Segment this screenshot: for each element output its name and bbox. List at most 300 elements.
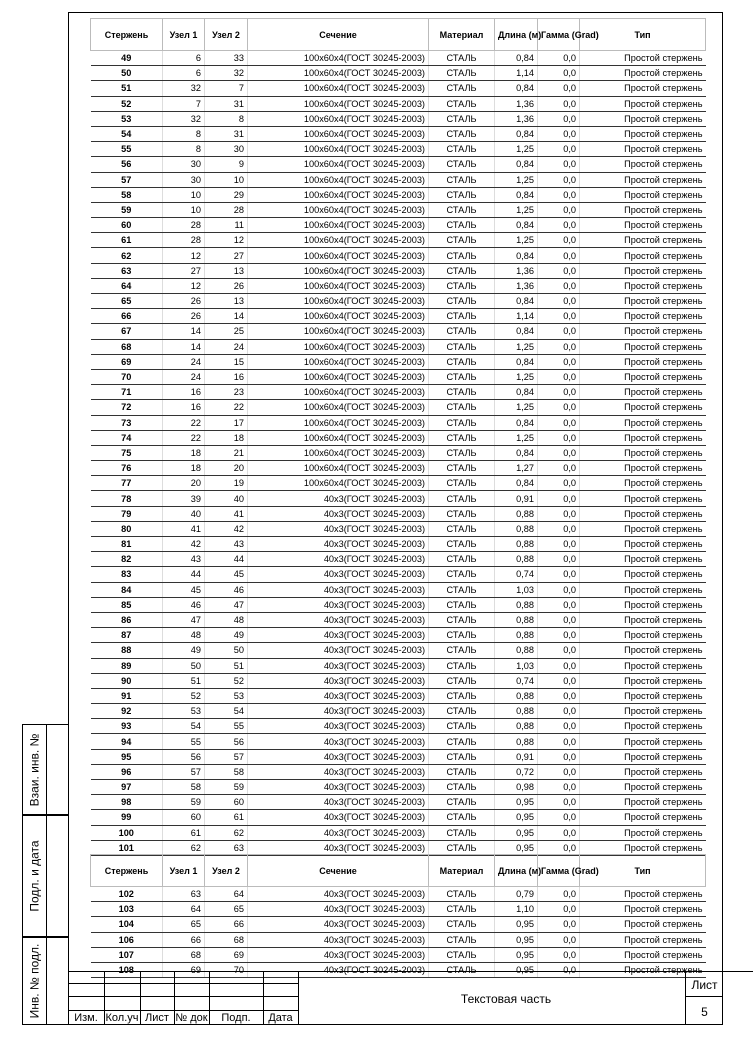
cell-type: Простой стержень <box>580 476 706 491</box>
header-gamma: Гамма (Grad) <box>538 855 580 887</box>
cell-node1: 49 <box>163 643 205 658</box>
cell-section: 40x3(ГОСТ 30245-2003) <box>248 704 429 719</box>
cell-length: 0,88 <box>495 628 538 643</box>
rods-table-page1 <box>90 18 706 856</box>
cell-type: Простой стержень <box>580 385 706 400</box>
table-row <box>91 719 706 734</box>
cell-length: 1,25 <box>495 430 538 445</box>
cell-rod: 82 <box>91 552 163 567</box>
cell-rod: 71 <box>91 385 163 400</box>
cell-node2: 32 <box>205 66 248 81</box>
cell-node2: 51 <box>205 658 248 673</box>
table-row <box>91 597 706 612</box>
cell-material: СТАЛЬ <box>429 917 495 932</box>
cell-gamma: 0,0 <box>538 263 580 278</box>
cell-gamma: 0,0 <box>538 932 580 947</box>
cell-rod: 102 <box>91 887 163 902</box>
cell-section: 100x60x4(ГОСТ 30245-2003) <box>248 51 429 66</box>
cell-section: 100x60x4(ГОСТ 30245-2003) <box>248 142 429 157</box>
cell-gamma: 0,0 <box>538 445 580 460</box>
cell-node1: 53 <box>163 704 205 719</box>
cell-type: Простой стержень <box>580 537 706 552</box>
cell-type: Простой стержень <box>580 612 706 627</box>
cell-length: 0,84 <box>495 476 538 491</box>
cell-type: Простой стержень <box>580 917 706 932</box>
cell-material: СТАЛЬ <box>429 780 495 795</box>
cell-type: Простой стержень <box>580 840 706 855</box>
cell-node1: 68 <box>163 947 205 962</box>
cell-length: 0,84 <box>495 294 538 309</box>
cell-gamma: 0,0 <box>538 202 580 217</box>
table-row <box>91 825 706 840</box>
cell-node1: 30 <box>163 172 205 187</box>
cell-length: 1,25 <box>495 339 538 354</box>
cell-material: СТАЛЬ <box>429 810 495 825</box>
cell-type: Простой стержень <box>580 567 706 582</box>
cell-node2: 26 <box>205 278 248 293</box>
cell-length: 1,36 <box>495 278 538 293</box>
cell-material: СТАЛЬ <box>429 385 495 400</box>
table-row <box>91 354 706 369</box>
cell-material: СТАЛЬ <box>429 81 495 96</box>
side-label-inv: Инв. № подл. <box>22 937 68 1025</box>
cell-length: 1,03 <box>495 658 538 673</box>
cell-rod: 68 <box>91 339 163 354</box>
cell-material: СТАЛЬ <box>429 887 495 902</box>
cell-node2: 66 <box>205 917 248 932</box>
table-row <box>91 233 706 248</box>
cell-type: Простой стержень <box>580 780 706 795</box>
cell-node1: 28 <box>163 218 205 233</box>
document-title: Текстовая часть <box>460 992 552 1006</box>
cell-node1: 60 <box>163 810 205 825</box>
cell-section: 100x60x4(ГОСТ 30245-2003) <box>248 233 429 248</box>
cell-rod: 60 <box>91 218 163 233</box>
cell-gamma: 0,0 <box>538 339 580 354</box>
cell-gamma: 0,0 <box>538 385 580 400</box>
cell-rod: 57 <box>91 172 163 187</box>
cell-section: 40x3(ГОСТ 30245-2003) <box>248 887 429 902</box>
cell-gamma: 0,0 <box>538 278 580 293</box>
cell-section: 100x60x4(ГОСТ 30245-2003) <box>248 445 429 460</box>
cell-node2: 47 <box>205 597 248 612</box>
cell-node2: 44 <box>205 552 248 567</box>
cell-section: 40x3(ГОСТ 30245-2003) <box>248 537 429 552</box>
cell-gamma: 0,0 <box>538 187 580 202</box>
cell-length: 1,25 <box>495 233 538 248</box>
table-row <box>91 749 706 764</box>
cell-node1: 58 <box>163 780 205 795</box>
table-row <box>91 51 706 66</box>
cell-node2: 13 <box>205 294 248 309</box>
cell-type: Простой стержень <box>580 278 706 293</box>
cell-material: СТАЛЬ <box>429 339 495 354</box>
cell-node1: 65 <box>163 917 205 932</box>
cell-section: 100x60x4(ГОСТ 30245-2003) <box>248 294 429 309</box>
cell-type: Простой стержень <box>580 673 706 688</box>
table-row <box>91 552 706 567</box>
cell-type: Простой стержень <box>580 932 706 947</box>
cell-gamma: 0,0 <box>538 506 580 521</box>
cell-rod: 54 <box>91 126 163 141</box>
cell-type: Простой стержень <box>580 309 706 324</box>
cell-length: 0,95 <box>495 795 538 810</box>
cell-material: СТАЛЬ <box>429 157 495 172</box>
table-row <box>91 476 706 491</box>
cell-length: 1,36 <box>495 96 538 111</box>
cell-type: Простой стержень <box>580 947 706 962</box>
table-row <box>91 628 706 643</box>
cell-node1: 27 <box>163 263 205 278</box>
cell-length: 0,84 <box>495 385 538 400</box>
cell-type: Простой стержень <box>580 111 706 126</box>
cell-node2: 41 <box>205 506 248 521</box>
cell-gamma: 0,0 <box>538 749 580 764</box>
cell-node2: 31 <box>205 96 248 111</box>
header-rod: Стержень <box>91 855 163 887</box>
cell-node2: 21 <box>205 445 248 460</box>
cell-type: Простой стержень <box>580 887 706 902</box>
table-row <box>91 764 706 779</box>
table-row <box>91 658 706 673</box>
cell-type: Простой стержень <box>580 704 706 719</box>
cell-node2: 52 <box>205 673 248 688</box>
cell-gamma: 0,0 <box>538 902 580 917</box>
cell-rod: 65 <box>91 294 163 309</box>
table-row <box>91 142 706 157</box>
cell-length: 1,36 <box>495 263 538 278</box>
cell-section: 40x3(ГОСТ 30245-2003) <box>248 567 429 582</box>
cell-length: 0,88 <box>495 506 538 521</box>
cell-gamma: 0,0 <box>538 917 580 932</box>
cell-type: Простой стержень <box>580 825 706 840</box>
side-label-vzam: Взаи. инв. № <box>22 724 68 815</box>
cell-gamma: 0,0 <box>538 66 580 81</box>
cell-node2: 54 <box>205 704 248 719</box>
cell-section: 40x3(ГОСТ 30245-2003) <box>248 962 429 977</box>
cell-gamma: 0,0 <box>538 369 580 384</box>
cell-node2: 18 <box>205 430 248 445</box>
cell-section: 100x60x4(ГОСТ 30245-2003) <box>248 339 429 354</box>
cell-node2: 64 <box>205 887 248 902</box>
cell-node1: 57 <box>163 764 205 779</box>
cell-rod: 62 <box>91 248 163 263</box>
cell-type: Простой стержень <box>580 369 706 384</box>
cell-node2: 20 <box>205 461 248 476</box>
cell-rod: 63 <box>91 263 163 278</box>
cell-type: Простой стержень <box>580 142 706 157</box>
table-row <box>91 612 706 627</box>
cell-rod: 61 <box>91 233 163 248</box>
table-header <box>91 19 706 51</box>
cell-section: 40x3(ГОСТ 30245-2003) <box>248 597 429 612</box>
table-row <box>91 111 706 126</box>
cell-length: 1,25 <box>495 369 538 384</box>
cell-type: Простой стержень <box>580 157 706 172</box>
cell-node1: 64 <box>163 902 205 917</box>
cell-gamma: 0,0 <box>538 400 580 415</box>
stamp-col-kolvo: Кол.уч <box>105 1012 139 1024</box>
cell-section: 100x60x4(ГОСТ 30245-2003) <box>248 309 429 324</box>
cell-node2: 11 <box>205 218 248 233</box>
cell-node1: 6 <box>163 66 205 81</box>
cell-gamma: 0,0 <box>538 673 580 688</box>
cell-length: 0,72 <box>495 764 538 779</box>
cell-type: Простой стержень <box>580 187 706 202</box>
cell-rod: 79 <box>91 506 163 521</box>
cell-node1: 69 <box>163 962 205 977</box>
cell-length: 1,03 <box>495 582 538 597</box>
cell-rod: 87 <box>91 628 163 643</box>
cell-section: 100x60x4(ГОСТ 30245-2003) <box>248 461 429 476</box>
cell-length: 0,95 <box>495 947 538 962</box>
cell-length: 0,79 <box>495 887 538 902</box>
cell-length: 0,95 <box>495 840 538 855</box>
cell-section: 40x3(ГОСТ 30245-2003) <box>248 491 429 506</box>
cell-length: 0,74 <box>495 673 538 688</box>
cell-node1: 48 <box>163 628 205 643</box>
table-row <box>91 932 706 947</box>
cell-node2: 12 <box>205 233 248 248</box>
cell-node2: 56 <box>205 734 248 749</box>
header-gamma: Гамма (Grad) <box>538 19 580 51</box>
cell-node2: 62 <box>205 825 248 840</box>
cell-node1: 12 <box>163 248 205 263</box>
cell-rod: 103 <box>91 902 163 917</box>
table-row <box>91 521 706 536</box>
cell-section: 40x3(ГОСТ 30245-2003) <box>248 764 429 779</box>
stamp-col-podp: Подп. <box>221 1012 251 1024</box>
cell-gamma: 0,0 <box>538 51 580 66</box>
cell-material: СТАЛЬ <box>429 658 495 673</box>
cell-gamma: 0,0 <box>538 795 580 810</box>
cell-type: Простой стержень <box>580 96 706 111</box>
cell-material: СТАЛЬ <box>429 795 495 810</box>
cell-section: 100x60x4(ГОСТ 30245-2003) <box>248 415 429 430</box>
cell-gamma: 0,0 <box>538 780 580 795</box>
cell-gamma: 0,0 <box>538 947 580 962</box>
cell-node1: 52 <box>163 688 205 703</box>
cell-type: Простой стержень <box>580 400 706 415</box>
cell-length: 0,84 <box>495 415 538 430</box>
cell-gamma: 0,0 <box>538 309 580 324</box>
cell-type: Простой стержень <box>580 597 706 612</box>
cell-material: СТАЛЬ <box>429 96 495 111</box>
cell-rod: 66 <box>91 309 163 324</box>
cell-section: 100x60x4(ГОСТ 30245-2003) <box>248 385 429 400</box>
cell-length: 0,88 <box>495 597 538 612</box>
cell-type: Простой стержень <box>580 263 706 278</box>
table-row <box>91 887 706 902</box>
cell-node2: 48 <box>205 612 248 627</box>
table-row <box>91 643 706 658</box>
table-row <box>91 96 706 111</box>
table-header <box>91 855 706 887</box>
cell-rod: 55 <box>91 142 163 157</box>
cell-node1: 20 <box>163 476 205 491</box>
cell-node1: 59 <box>163 795 205 810</box>
cell-node2: 55 <box>205 719 248 734</box>
header-type: Тип <box>580 855 706 887</box>
cell-node2: 10 <box>205 172 248 187</box>
cell-material: СТАЛЬ <box>429 430 495 445</box>
cell-section: 100x60x4(ГОСТ 30245-2003) <box>248 81 429 96</box>
cell-rod: 83 <box>91 567 163 582</box>
cell-gamma: 0,0 <box>538 491 580 506</box>
cell-node1: 42 <box>163 537 205 552</box>
cell-node2: 40 <box>205 491 248 506</box>
cell-node2: 7 <box>205 81 248 96</box>
table-row <box>91 491 706 506</box>
cell-rod: 93 <box>91 719 163 734</box>
cell-node1: 43 <box>163 552 205 567</box>
cell-section: 40x3(ГОСТ 30245-2003) <box>248 628 429 643</box>
cell-section: 40x3(ГОСТ 30245-2003) <box>248 658 429 673</box>
cell-type: Простой стержень <box>580 764 706 779</box>
cell-gamma: 0,0 <box>538 887 580 902</box>
cell-length: 0,84 <box>495 81 538 96</box>
cell-type: Простой стержень <box>580 658 706 673</box>
cell-section: 100x60x4(ГОСТ 30245-2003) <box>248 278 429 293</box>
cell-material: СТАЛЬ <box>429 111 495 126</box>
cell-gamma: 0,0 <box>538 294 580 309</box>
cell-material: СТАЛЬ <box>429 66 495 81</box>
cell-section: 100x60x4(ГОСТ 30245-2003) <box>248 126 429 141</box>
cell-gamma: 0,0 <box>538 612 580 627</box>
rods-table-page2 <box>90 854 706 978</box>
cell-gamma: 0,0 <box>538 719 580 734</box>
cell-type: Простой стержень <box>580 354 706 369</box>
cell-node1: 62 <box>163 840 205 855</box>
cell-section: 100x60x4(ГОСТ 30245-2003) <box>248 172 429 187</box>
cell-length: 0,84 <box>495 324 538 339</box>
cell-length: 1,27 <box>495 461 538 476</box>
cell-gamma: 0,0 <box>538 142 580 157</box>
cell-node2: 58 <box>205 764 248 779</box>
stamp-col-ndoc: № док <box>175 1012 208 1024</box>
table-row <box>91 704 706 719</box>
cell-node1: 44 <box>163 567 205 582</box>
cell-node1: 22 <box>163 415 205 430</box>
cell-rod: 70 <box>91 369 163 384</box>
cell-node2: 42 <box>205 521 248 536</box>
cell-rod: 49 <box>91 51 163 66</box>
cell-material: СТАЛЬ <box>429 506 495 521</box>
cell-rod: 92 <box>91 704 163 719</box>
cell-rod: 52 <box>91 96 163 111</box>
cell-section: 100x60x4(ГОСТ 30245-2003) <box>248 400 429 415</box>
cell-node2: 49 <box>205 628 248 643</box>
cell-node2: 16 <box>205 369 248 384</box>
header-node1: Узел 1 <box>163 19 205 51</box>
cell-node1: 55 <box>163 734 205 749</box>
cell-section: 40x3(ГОСТ 30245-2003) <box>248 582 429 597</box>
cell-rod: 99 <box>91 810 163 825</box>
cell-gamma: 0,0 <box>538 157 580 172</box>
cell-node1: 41 <box>163 521 205 536</box>
cell-material: СТАЛЬ <box>429 704 495 719</box>
cell-node1: 10 <box>163 202 205 217</box>
cell-section: 40x3(ГОСТ 30245-2003) <box>248 643 429 658</box>
cell-rod: 108 <box>91 962 163 977</box>
cell-rod: 85 <box>91 597 163 612</box>
table-row <box>91 795 706 810</box>
cell-section: 100x60x4(ГОСТ 30245-2003) <box>248 354 429 369</box>
cell-gamma: 0,0 <box>538 840 580 855</box>
cell-length: 1,25 <box>495 202 538 217</box>
cell-node2: 24 <box>205 339 248 354</box>
cell-node2: 31 <box>205 126 248 141</box>
cell-node1: 40 <box>163 506 205 521</box>
cell-material: СТАЛЬ <box>429 840 495 855</box>
cell-type: Простой стержень <box>580 902 706 917</box>
cell-rod: 78 <box>91 491 163 506</box>
cell-material: СТАЛЬ <box>429 719 495 734</box>
cell-length: 0,84 <box>495 445 538 460</box>
stamp-col-list: Лист <box>145 1012 169 1024</box>
cell-node2: 25 <box>205 324 248 339</box>
cell-node2: 61 <box>205 810 248 825</box>
side-label-podl: Подл. и дата <box>22 815 68 937</box>
cell-material: СТАЛЬ <box>429 962 495 977</box>
cell-length: 0,88 <box>495 537 538 552</box>
cell-type: Простой стержень <box>580 810 706 825</box>
header-node2: Узел 2 <box>205 855 248 887</box>
cell-node2: 43 <box>205 537 248 552</box>
cell-gamma: 0,0 <box>538 430 580 445</box>
cell-length: 0,98 <box>495 780 538 795</box>
table-row <box>91 278 706 293</box>
cell-material: СТАЛЬ <box>429 263 495 278</box>
cell-material: СТАЛЬ <box>429 567 495 582</box>
cell-gamma: 0,0 <box>538 764 580 779</box>
header-section: Сечение <box>248 855 429 887</box>
cell-node1: 8 <box>163 126 205 141</box>
cell-length: 0,84 <box>495 157 538 172</box>
cell-length: 0,88 <box>495 719 538 734</box>
cell-node1: 45 <box>163 582 205 597</box>
cell-material: СТАЛЬ <box>429 309 495 324</box>
cell-section: 40x3(ГОСТ 30245-2003) <box>248 749 429 764</box>
cell-node2: 63 <box>205 840 248 855</box>
cell-length: 0,84 <box>495 354 538 369</box>
cell-gamma: 0,0 <box>538 111 580 126</box>
cell-rod: 75 <box>91 445 163 460</box>
cell-section: 40x3(ГОСТ 30245-2003) <box>248 552 429 567</box>
cell-node2: 30 <box>205 142 248 157</box>
cell-node2: 14 <box>205 309 248 324</box>
header-rod: Стержень <box>91 19 163 51</box>
cell-node1: 24 <box>163 369 205 384</box>
cell-rod: 76 <box>91 461 163 476</box>
cell-length: 0,84 <box>495 218 538 233</box>
cell-type: Простой стержень <box>580 643 706 658</box>
table-row <box>91 445 706 460</box>
cell-material: СТАЛЬ <box>429 233 495 248</box>
cell-gamma: 0,0 <box>538 354 580 369</box>
cell-gamma: 0,0 <box>538 567 580 582</box>
cell-material: СТАЛЬ <box>429 400 495 415</box>
cell-rod: 88 <box>91 643 163 658</box>
cell-rod: 53 <box>91 111 163 126</box>
cell-gamma: 0,0 <box>538 704 580 719</box>
cell-rod: 98 <box>91 795 163 810</box>
cell-rod: 73 <box>91 415 163 430</box>
cell-node2: 19 <box>205 476 248 491</box>
cell-material: СТАЛЬ <box>429 354 495 369</box>
cell-rod: 77 <box>91 476 163 491</box>
cell-material: СТАЛЬ <box>429 415 495 430</box>
